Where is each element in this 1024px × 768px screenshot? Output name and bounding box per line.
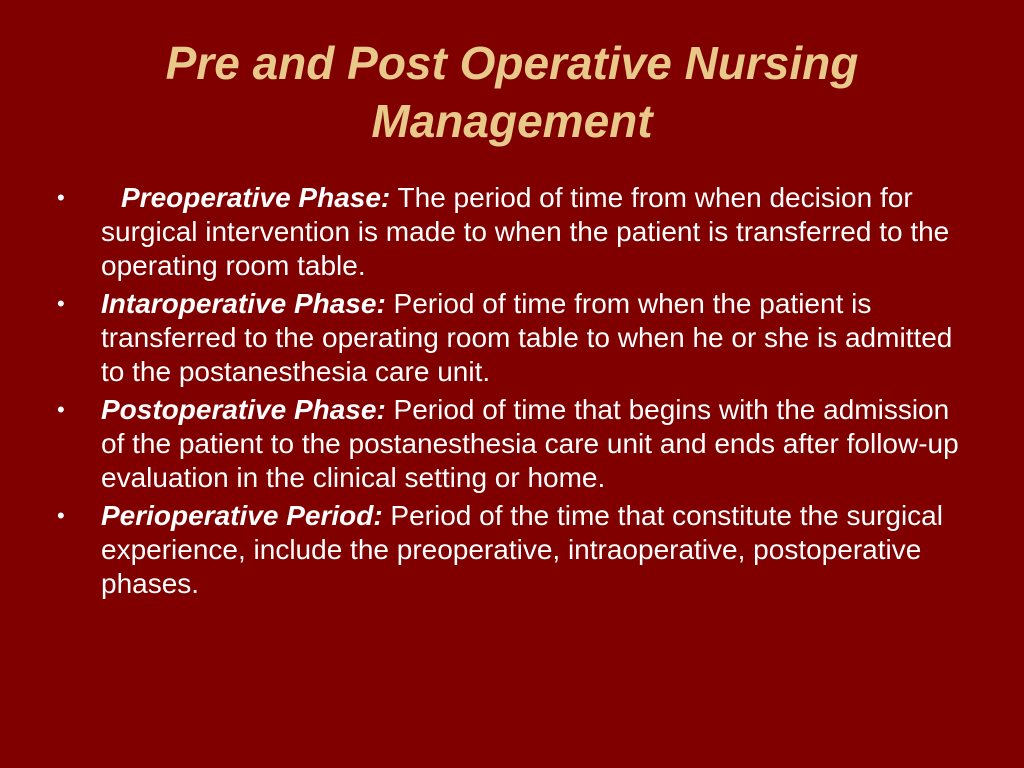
bullet-text: Period of time from when the patient is transferred to the operating room table to when he or she is admitted to the postanesthesia care unit. (101, 288, 953, 387)
bullet-item-preoperative (0, 181, 1024, 283)
bullet-list (0, 181, 1024, 605)
bullet-term: Perioperative Period: (101, 500, 383, 531)
slide-title-line-2: Management (371, 95, 653, 147)
bullet-text: Period of time that begins with the admission of the patient to the postanesthesia care unit and ends after follow-up evaluation in the clinical setting or home. (101, 394, 959, 493)
slide-title (0, 34, 1024, 150)
bullet-icon: • (57, 503, 65, 528)
slide-title-line-1: Pre and Post Operative Nursing (165, 37, 859, 89)
bullet-icon: • (57, 291, 65, 316)
bullet-term: Intaroperative Phase: (101, 288, 386, 319)
bullet-term: Preoperative Phase: (121, 182, 391, 213)
bullet-term: Postoperative Phase: (101, 394, 386, 425)
bullet-text: Period of the time that constitute the surgical experience, include the preoperative, intraoperative, postoperative phases. (101, 500, 943, 599)
bullet-item-intraoperative (0, 287, 1024, 389)
bullet-item-postoperative (0, 393, 1024, 495)
bullet-item-perioperative (0, 499, 1024, 601)
bullet-icon: • (57, 397, 65, 422)
bullet-icon: • (57, 185, 65, 210)
bullet-text: The period of time from when decision for surgical intervention is made to when the patient is transferred to the operating room table. (101, 182, 950, 281)
